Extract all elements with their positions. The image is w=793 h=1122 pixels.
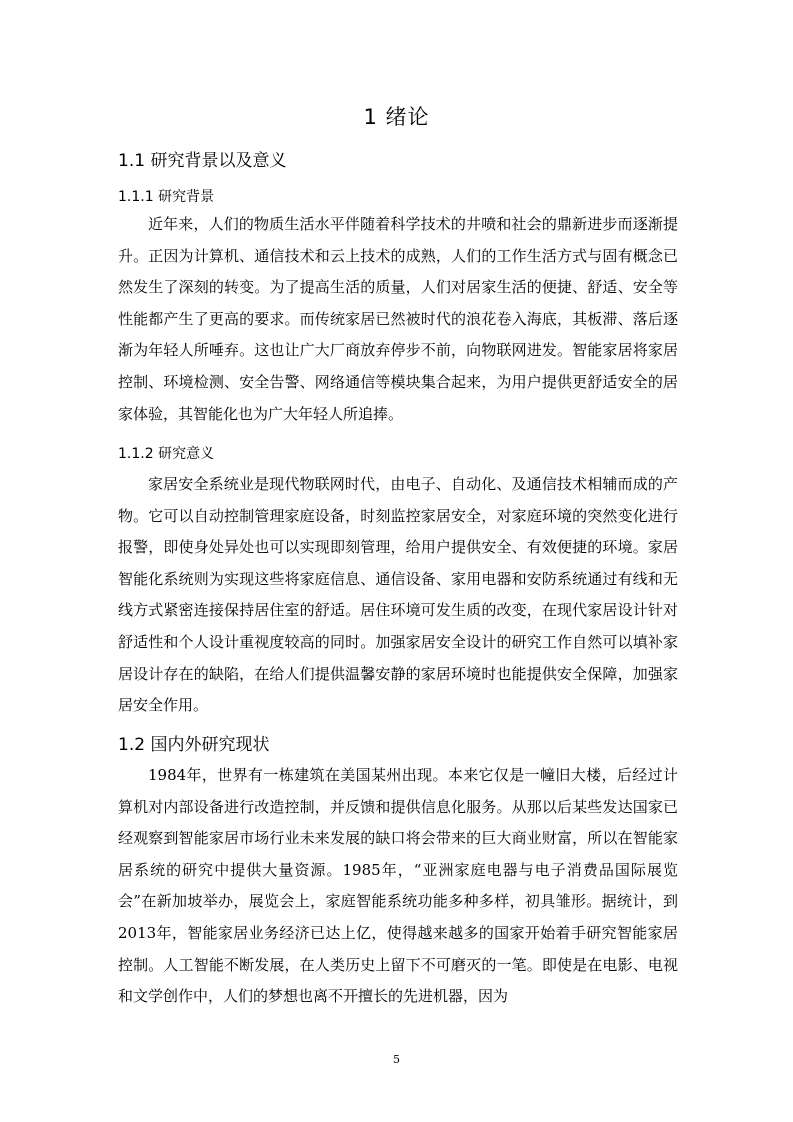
paragraph-research-background: 近年来，人们的物质生活水平伴随着科学技术的井喷和社会的鼎新进步而逐渐提升。正因为计算机、通信技术和云上技术的成熟，人们的工作生活方式与固有概念已然发生了深刻的转变。为了提高生活的质量，人们对居家生活的便捷、舒适、安全等性能都产生了更高的要求。而传统家居已然被时代的浪花卷入海底，其板滞、落后逐渐为年轻人所唾弃。这也让广大厂商放弃停步不前，向物联网进发。智能家居将家居控制、环境检测、安全告警、网络通信等模块集合起来，为用户提供更舒适安全的居家体验，其智能化也为广大年轻人所追捧。 [118, 215, 678, 423]
page-number: 5 [393, 1053, 400, 1066]
subsection-heading-1-1-2: 1.1.2 研究意义 [118, 446, 215, 462]
paragraph-research-significance: 家居安全系统业是现代物联网时代，由电子、自动化、及通信技术相辅而成的产物。它可以自动控制管理家庭设备，时刻监控家居安全，对家庭环境的突然变化进行报警，即使身处异处也可以实现即刻管理，给用户提供安全、有效便捷的环境。家居智能化系统则为实现这些将家庭信息、通信设备、家用电器和安防系统通过有线和无线方式紧密连接保持居住室的舒适。居住环境可发生质的改变，在现代家居设计针对舒适性和个人设计重视度较高的同时。加强家居安全设计的研究工作自然可以填补家居设计存在的缺陷，在给人们提供温馨安静的家居环境时也能提供安全保障，加强家居安全作用。 [118, 475, 678, 715]
section-heading-1-2: 1.2 国内外研究现状 [118, 735, 270, 755]
section-heading-1-1: 1.1 研究背景以及意义 [118, 151, 287, 171]
paragraph-research-status: 1984年，世界有一栋建筑在美国某州出现。本来它仅是一幢旧大楼，后经过计算机对内部设备进行改造控制，并反馈和提供信息化服务。从那以后某些发达国家已经观察到智能家居市场行业未来发展的缺口将会带来的巨大商业财富，所以在智能家居系统的研究中提供大量资源。1985年，“亚洲家庭电器与电子消费品国际展览会”在新加坡举办，展览会上，家庭智能系统功能多种多样，初具雏形。据统计，到2013年，智能家居业务经济已达上亿，使得越来越多的国家开始着手研究智能家居控制。人工智能不断发展，在人类历史上留下不可磨灭的一笔。即使是在电影、电视和文学创作中，人们的梦想也离不开擅长的先进机器，因为 [118, 766, 678, 1006]
subsection-heading-1-1-1: 1.1.1 研究背景 [118, 189, 215, 205]
chapter-title: 1 绪论 [363, 105, 430, 129]
